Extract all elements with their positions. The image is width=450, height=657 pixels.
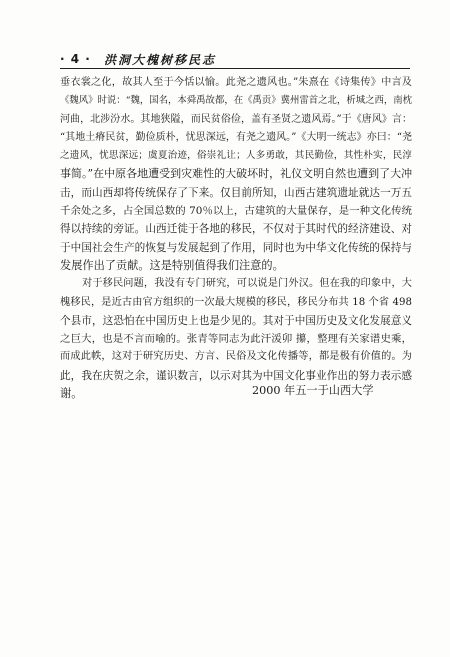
page-header: [60, 50, 410, 68]
text-line: 谢。: [60, 387, 83, 401]
text-line: 千余处之多，占全国总数的 70％以上，古建筑的大量保存，是一种文化传统: [60, 205, 412, 218]
paragraph-1: [60, 74, 412, 275]
text-line: 击，而山西却将传统保存了下来。仅目前所知，山西古建筑遗址就达一万五: [60, 186, 412, 199]
text-line: 而成此帙，这对于研究历史、方言、民俗及文化传播等，都是极有价值的。为: [60, 351, 412, 363]
text-line: 《魏风》时说：“魏，国名，本舜禹故都，在《禹贡》冀州雷首之北，析城之西，南枕: [60, 95, 412, 107]
text-line: 之遗风，忧思深远；虞夏治迹，俗崇礼让；人多勇敢，其民勤俭，其性朴实，民淳: [60, 150, 412, 162]
body-text: [60, 74, 412, 403]
text-line: 之巨大，也是不言而喻的。张青等同志为此汗湲卯 攥，整理有关家谱史乘，: [60, 333, 412, 346]
text-line: 对于移民问题，我没有专门研究，可以说是门外汉。但在我的印象中，大: [82, 278, 412, 290]
text-line: 垂衣裳之化，故其人至于今恬以愉。此尧之遗风也。”朱熹在《诗集传》中言及: [60, 77, 412, 88]
text-line: 个县市，这恐怕在中国历史上也是少见的。其对于中国历史及文化发展意义: [60, 314, 412, 327]
text-line: 于中国社会生产的恢复与发展起到了作用，同时也为中华文化传统的保持与: [60, 241, 412, 254]
text-line: “其地土瘠民贫，勤俭质朴，忧思深远，有尧之遗风。”《大明一统志》亦曰：“尧: [60, 131, 412, 143]
text-line: 发展作出了贡献。这是特别值得我们注意的。: [60, 258, 284, 272]
text-line: 事简。”在中原各地遭受到灾难性的大破坏时，礼仪文明自然也遭到了大冲: [60, 167, 412, 181]
signature-date: 2000 年五一于山西大学: [252, 384, 374, 397]
text-line: 槐移民，是近古由官方组织的一次最大规模的移民，移民分布共 18 个省 498: [60, 296, 412, 308]
running-title: 洪洞大槐树移民志: [104, 52, 217, 67]
text-line: 得以持续的旁证。山西迁徙于各地的移民，不仅对于其时代的经济建设、对: [60, 223, 412, 236]
text-line: 此，我在庆贺之余，谨识数言，以示对其为中国文化事业作出的努力表示感: [60, 369, 412, 382]
text-line: 河曲，北涉汾水。其地狭隘，而民贫俗俭，盖有圣贤之遗风焉。”于《唐风》言：: [60, 113, 412, 125]
header-rule: [60, 68, 410, 69]
page-number: · 4 ·: [60, 52, 91, 66]
